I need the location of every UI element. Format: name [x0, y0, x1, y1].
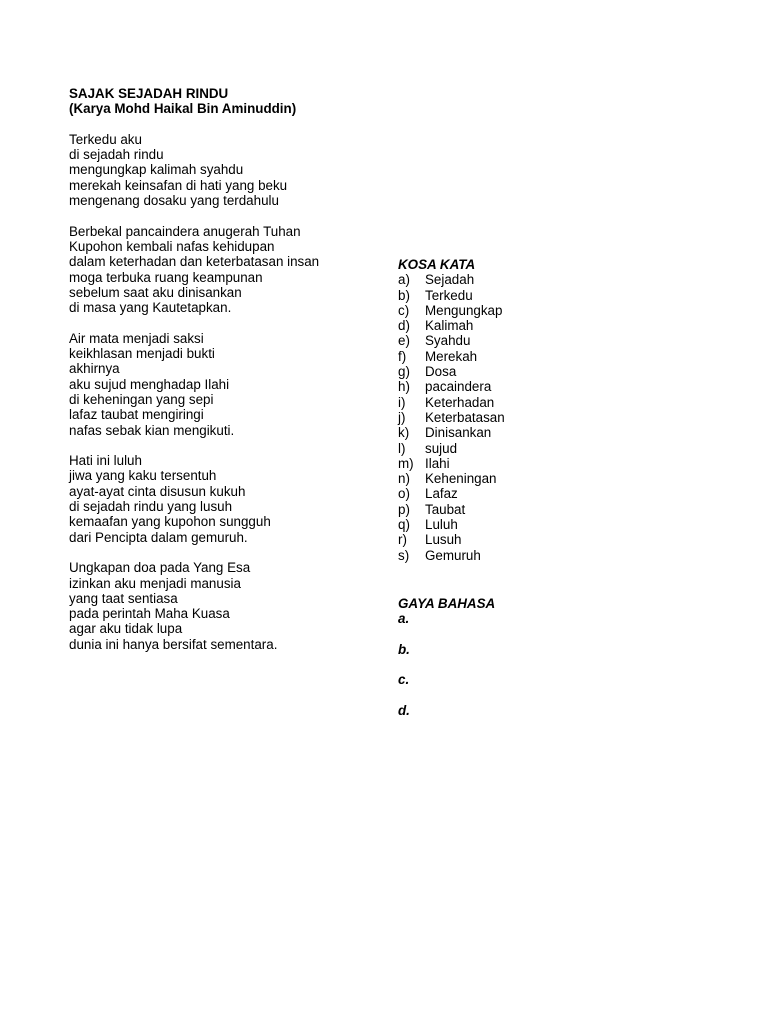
- poem-line: Hati ini luluh: [69, 453, 142, 469]
- list-item: [398, 425, 578, 440]
- item-word: Mengungkap: [425, 302, 503, 318]
- item-letter: e): [398, 333, 410, 349]
- item-letter: f): [398, 348, 407, 364]
- poem-line: Ungkapan doa pada Yang Esa: [69, 560, 251, 576]
- list-item: [398, 333, 578, 348]
- item-word: Lusuh: [425, 532, 462, 548]
- item-word: sujud: [425, 440, 458, 456]
- item-letter: g): [398, 364, 410, 380]
- poem-line: jiwa yang kaku tersentuh: [69, 468, 217, 484]
- item-letter: d): [398, 318, 410, 334]
- poem-line: yang taat sentiasa: [69, 590, 178, 606]
- list-item: [398, 548, 578, 563]
- item-word: Keheningan: [425, 471, 497, 487]
- poem-line: Terkedu aku: [69, 131, 142, 147]
- poem-line: moga terbuka ruang keampunan: [69, 269, 263, 285]
- poem-line: akhirnya: [69, 361, 120, 377]
- poem-line: sebelum saat aku dinisankan: [69, 284, 242, 300]
- poem-line: merekah keinsafan di hati yang beku: [69, 177, 288, 193]
- gaya-bahasa-list: [398, 596, 578, 734]
- item-word: Luluh: [425, 517, 458, 533]
- list-item: [398, 349, 578, 364]
- poem-line: di keheningan yang sepi: [69, 391, 214, 407]
- item-word: Syahdu: [425, 333, 471, 349]
- list-item: [398, 486, 578, 501]
- item-word: pacaindera: [425, 379, 492, 395]
- list-item: [398, 517, 578, 532]
- poem-line: dunia ini hanya bersifat sementara.: [69, 636, 278, 652]
- poem-line: dari Pencipta dalam gemuruh.: [69, 529, 248, 545]
- poem-line: di sejadah rindu: [69, 147, 164, 163]
- stanza-4: [69, 453, 369, 545]
- stanza-3: [69, 331, 369, 438]
- poem-line: mengenang dosaku yang terdahulu: [69, 193, 279, 209]
- poem-column: [69, 86, 369, 667]
- item-word: Dinisankan: [425, 425, 492, 441]
- stanza-1: [69, 132, 369, 208]
- poem-line: di sejadah rindu yang lusuh: [69, 499, 233, 515]
- poem-line: di masa yang Kautetapkan.: [69, 300, 232, 316]
- item-word: Kalimah: [425, 318, 474, 334]
- kosa-kata-list: [398, 257, 578, 563]
- poem-line: agar aku tidak lupa: [69, 621, 183, 637]
- poem-author: (Karya Mohd Haikal Bin Aminuddin): [69, 101, 297, 117]
- poem-line: Berbekal pancaindera anugerah Tuhan: [69, 223, 301, 239]
- list-item: [398, 532, 578, 547]
- item-letter: k): [398, 425, 410, 441]
- item-word: Sejadah: [425, 272, 475, 288]
- item-word: Merekah: [425, 348, 478, 364]
- poem-line: mengungkap kalimah syahdu: [69, 162, 244, 178]
- gaya-item: c.: [398, 672, 410, 688]
- stanza-5: [69, 560, 369, 652]
- item-letter: h): [398, 379, 410, 395]
- poem-line: lafaz taubat mengiringi: [69, 407, 204, 423]
- item-letter: a): [398, 272, 410, 288]
- item-letter: b): [398, 287, 410, 303]
- list-item: [398, 288, 578, 303]
- list-item: [398, 456, 578, 471]
- list-item: [398, 318, 578, 333]
- poem-line: ayat-ayat cinta disusun kukuh: [69, 483, 246, 499]
- item-letter: s): [398, 547, 410, 563]
- item-letter: n): [398, 471, 410, 487]
- item-letter: o): [398, 486, 410, 502]
- poem-line: kemaafan yang kupohon sungguh: [69, 514, 271, 530]
- poem-line: pada perintah Maha Kuasa: [69, 606, 230, 622]
- poem-line: Air mata menjadi saksi: [69, 330, 204, 346]
- poem-title: SAJAK SEJADAH RINDU: [69, 86, 229, 101]
- item-word: Keterhadan: [425, 394, 495, 410]
- item-word: Gemuruh: [425, 547, 481, 563]
- poem-line: izinkan aku menjadi manusia: [69, 575, 241, 591]
- item-letter: i): [398, 394, 406, 410]
- list-item: [398, 471, 578, 486]
- stanza-2: [69, 224, 369, 316]
- item-letter: r): [398, 532, 407, 548]
- list-item: [398, 379, 578, 394]
- list-item: [398, 395, 578, 410]
- gaya-item: a.: [398, 611, 410, 627]
- item-letter: p): [398, 501, 410, 517]
- item-word: Terkedu: [425, 287, 473, 303]
- list-item: [398, 272, 578, 287]
- list-item: [398, 303, 578, 318]
- item-letter: m): [398, 455, 414, 471]
- list-item: [398, 410, 578, 425]
- item-letter: j): [398, 409, 406, 425]
- list-item: [398, 441, 578, 456]
- poem-line: aku sujud menghadap Ilahi: [69, 376, 230, 392]
- kosa-kata-heading: KOSA KATA: [398, 257, 476, 272]
- poem-line: nafas sebak kian mengikuti.: [69, 422, 235, 438]
- list-item: [398, 502, 578, 517]
- item-letter: l): [398, 440, 406, 456]
- item-letter: c): [398, 302, 410, 318]
- gaya-item: b.: [398, 641, 410, 657]
- poem-line: Kupohon kembali nafas kehidupan: [69, 238, 275, 254]
- item-word: Dosa: [425, 364, 457, 380]
- poem-line: dalam keterhadan dan keterbatasan insan: [69, 254, 320, 270]
- poem-line: keikhlasan menjadi bukti: [69, 346, 215, 362]
- list-item: [398, 364, 578, 379]
- gaya-bahasa-heading: GAYA BAHASA: [398, 596, 496, 611]
- item-word: Ilahi: [425, 455, 450, 471]
- gaya-item: d.: [398, 703, 410, 719]
- item-word: Lafaz: [425, 486, 458, 502]
- item-word: Keterbatasan: [425, 409, 505, 425]
- item-letter: q): [398, 517, 410, 533]
- item-word: Taubat: [425, 501, 466, 517]
